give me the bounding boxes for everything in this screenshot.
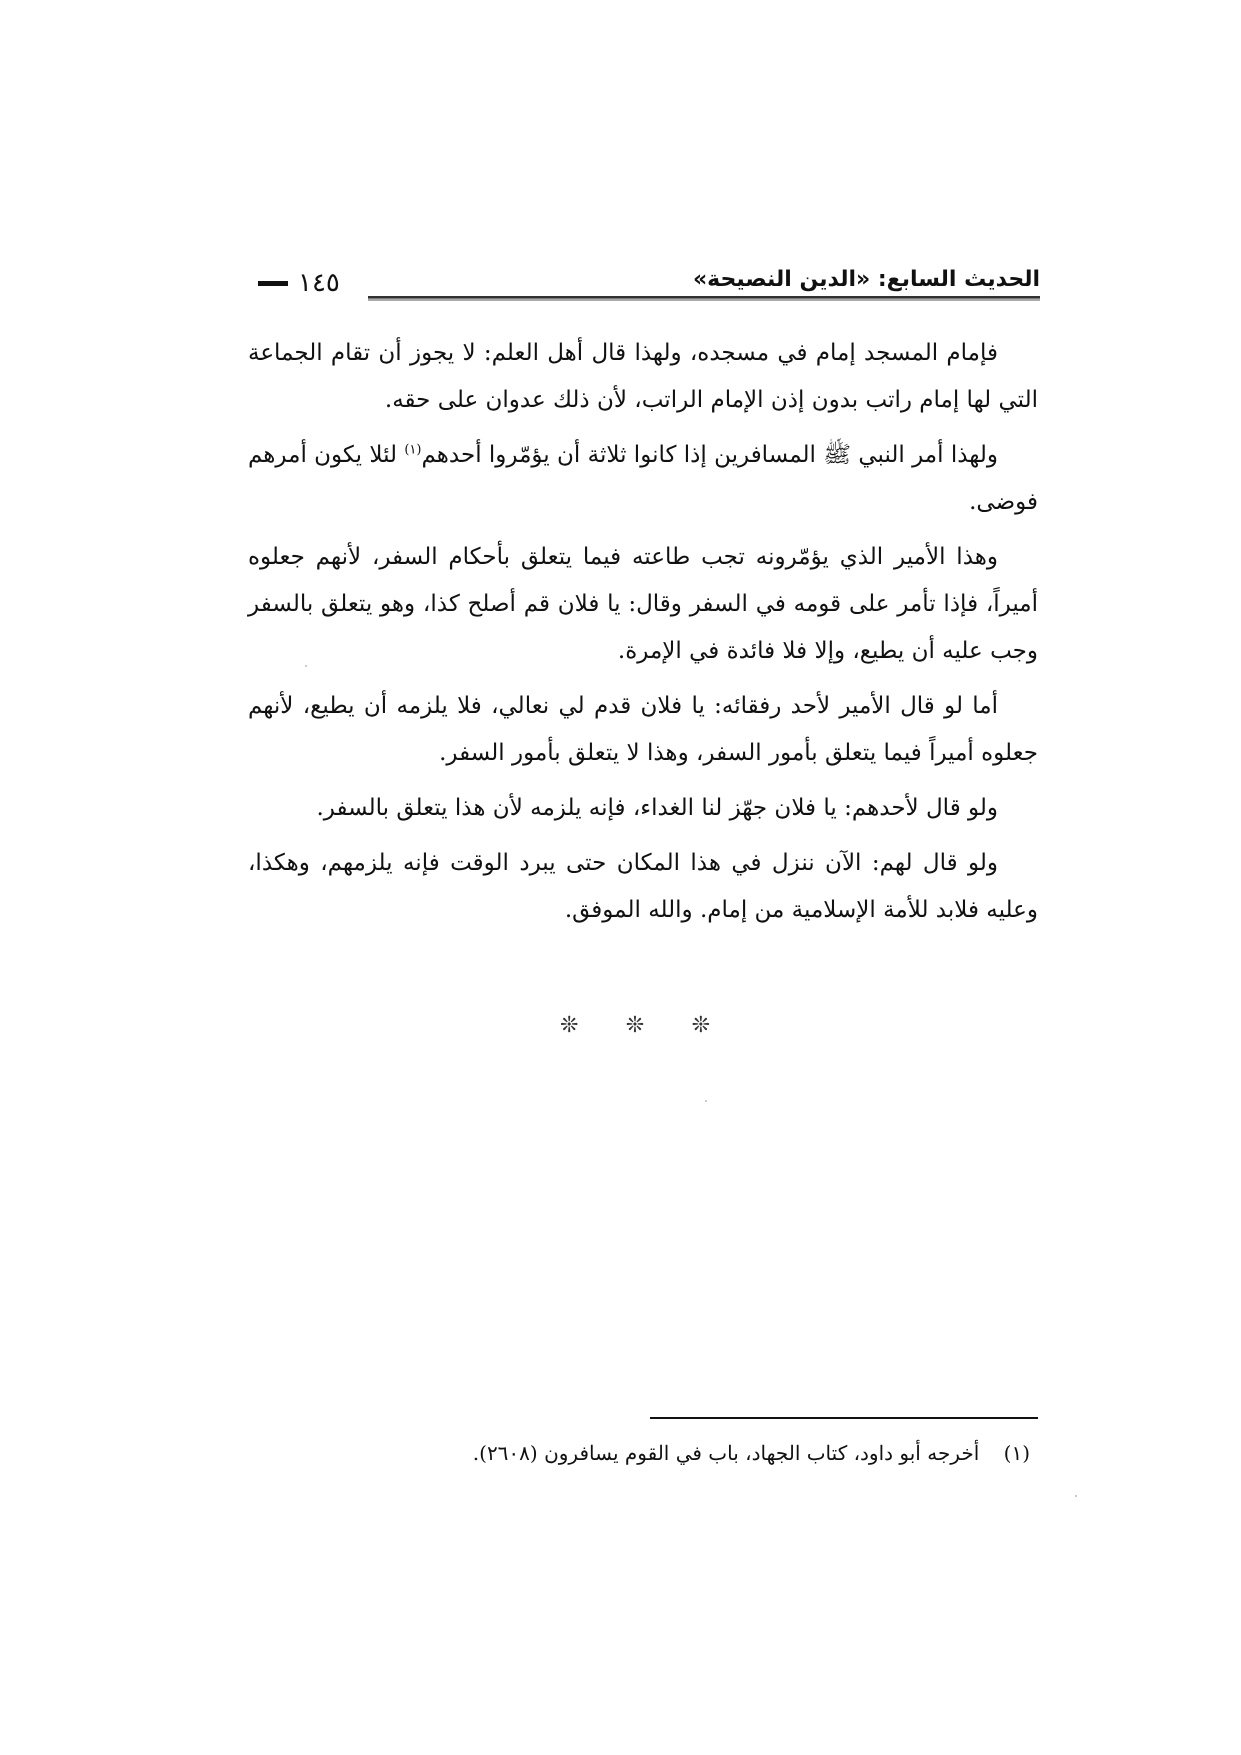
paragraph (248, 534, 1038, 675)
paragraph (248, 683, 1038, 777)
body-text (248, 330, 1038, 934)
paragraph (248, 330, 1038, 424)
header-rule (368, 296, 1040, 301)
section-separator (560, 1013, 710, 1043)
paragraph-text: ولهذا أمر النبي ﷺ المسافرين إذا كانوا ثلاثة أن يؤمّروا أحدهم (421, 442, 998, 468)
paragraph (248, 785, 1038, 832)
running-title: الحديث السابع: «الدين النصيحة» (683, 266, 1040, 294)
page-number: ١٤٥ (298, 268, 340, 298)
star-ornament-icon: ❊ (625, 1013, 645, 1038)
page-number-dash (258, 281, 288, 286)
paragraph-text: ولو قال لأحدهم: يا فلان جهّز لنا الغداء، فإنه يلزمه لأن هذا يتعلق بالسفر. (316, 795, 998, 821)
scan-speck (305, 665, 307, 667)
scan-speck (705, 1100, 707, 1102)
paragraph-text: أما لو قال الأمير لأحد رفقائه: يا فلان قدم لي نعالي، فلا يلزمه أن يطيع، لأنهم جعلوه أميراً فيما يتعلق بأمور السفر، وهذا لا يتعلق بأمور السفر. (248, 693, 1038, 766)
footnote (380, 1438, 1030, 1468)
star-ornament-icon: ❊ (560, 1013, 579, 1038)
paragraph (248, 432, 1038, 526)
footnote-reference[interactable]: (١) (404, 442, 422, 458)
paragraph-text: فإمام المسجد إمام في مسجده، ولهذا قال أهل العلم: لا يجوز أن تقام الجماعة التي لها إمام راتب بدون إذن الإمام الراتب، لأن ذلك عدوان على حقه. (248, 340, 1038, 413)
running-header (258, 266, 1040, 306)
paragraph (248, 840, 1038, 934)
star-ornament-icon: ❊ (691, 1013, 710, 1038)
footnote-marker: (١) (1003, 1441, 1030, 1465)
paragraph-text: وهذا الأمير الذي يؤمّرونه تجب طاعته فيما يتعلق بأحكام السفر، لأنهم جعلوه أميراً، فإذا تأمر على قومه في السفر وقال: يا فلان قم أصلح كذا، وهو يتعلق بالسفر وجب عليه أن يطيع، وإلا فلا فائدة في الإمرة. (248, 544, 1038, 664)
scan-speck (1075, 1495, 1077, 1497)
paragraph-text: لئلا يكون أمرهم فوضى. (248, 442, 1038, 515)
footnote-text: أخرجه أبو داود، كتاب الجهاد، باب في القوم يسافرون (٢٦٠٨). (472, 1441, 980, 1465)
footnote-rule (650, 1417, 1038, 1419)
paragraph-text: ولو قال لهم: الآن ننزل في هذا المكان حتى يبرد الوقت فإنه يلزمهم، وهكذا، وعليه فلابد للأمة الإسلامية من إمام. والله الموفق. (248, 850, 1038, 923)
